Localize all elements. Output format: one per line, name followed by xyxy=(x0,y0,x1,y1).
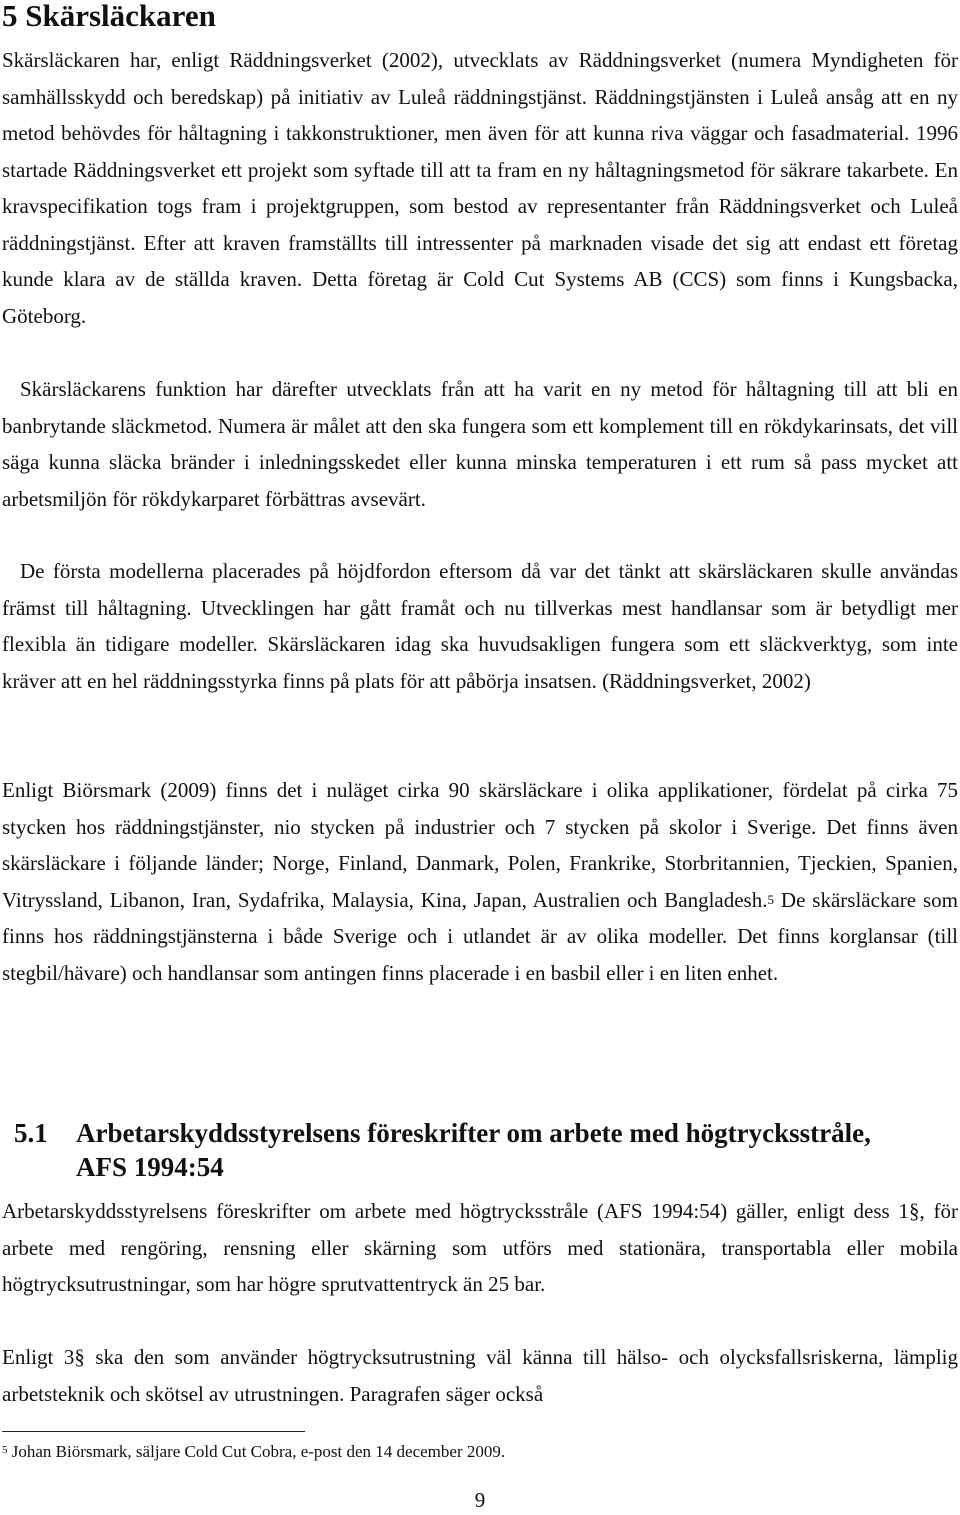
paragraph-2: Skärsläckarens funktion har därefter utvecklats från att ha varit en ny metod för håltagning till att bli en banbrytande släckmetod. Numera är målet att den ska fungera som ett komplement till en rökdykarinsats, det vill säga kunna släcka bränder i inledningsskedet eller kunna minska temperaturen i ett rum så pass mycket att arbetsmiljön för rökdykarparet förbättras avsevärt. xyxy=(2,377,958,511)
section-title-line2: AFS 1994:54 xyxy=(76,1152,224,1182)
section-heading xyxy=(2,1116,958,1184)
footnote-text: Johan Biörsmark, säljare Cold Cut Cobra, e-post den 14 december 2009. xyxy=(11,1442,506,1461)
paragraph-1: Skärsläckaren har, enligt Räddningsverket (2002), utvecklats av Räddningsverket (numera Myndigheten för samhällsskydd och beredskap) på initiativ av Luleå räddningstjänst. Räddningstjänsten i Luleå ansåg att en ny metod behövdes för håltagning i takkonstruktioner, men även för att kunna riva väggar och fasadmaterial. 1996 startade Räddningsverket ett projekt som syftade till att ta fram en ny håltagningsmetod för säkrare takarbete. En kravspecifikation togs fram i projektgruppen, som bestod av representanter från Räddningsverket och Luleå räddningstjänst. Efter att kraven framställts till intressenter på marknaden visade det sig att endast ett företag kunde klara av de ställda kraven. Detta företag är Cold Cut Systems AB (CCS) som finns i Kungsbacka, Göteborg. xyxy=(2,48,958,328)
chapter-title: Skärsläckaren xyxy=(25,0,216,33)
paragraph-4-text-b: De skärsläckare som finns hos räddningstjänsterna i både Sverige och i utlandet är av olika modeller. Det finns korglansar (till stegbil/hävare) och handlansar som antingen finns placerade i en basbil eller i en liten enhet. xyxy=(2,887,958,985)
paragraph-6: Enligt 3§ ska den som använder högtrycksutrustning väl känna till hälso- och olycksfallsriskerna, lämplig arbetsteknik och skötsel av utrustningen. Paragrafen säger också xyxy=(2,1345,958,1406)
footnote xyxy=(2,1440,505,1464)
chapter-heading xyxy=(2,0,216,36)
paragraph-5: Arbetarskyddsstyrelsens föreskrifter om arbete med högtrycksstråle (AFS 1994:54) gäller, enligt dess 1§, för arbete med rengöring, rensning eller skärning som utförs med stationära, transportabla eller mobila högtrycksutrustningar, som har högre sprutvattentryck än 25 bar. xyxy=(2,1199,958,1296)
paragraph-4 xyxy=(2,772,958,991)
paragraph-4-text-a: Enligt Biörsmark (2009) finns det i nuläget cirka 90 skärsläckare i olika applikationer, fördelat på cirka 75 stycken hos räddningstjänster, nio stycken på industrier och 7 stycken på skolor i Sverige. Det finns även skärsläckare i följande länder; Norge, Finland, Danmark, Polen, Frankrike, Storbritannien, Tjeckien, Spanien, Vitryssland, Libanon, Iran, Sydafrika, Malaysia, Kina, Japan, Australien och Bangladesh. xyxy=(2,778,958,912)
footnote-marker: 5 xyxy=(2,1444,8,1456)
section-title-line1: Arbetarskyddsstyrelsens föreskrifter om arbete med högtrycksstråle, xyxy=(76,1118,871,1148)
page-number: 9 xyxy=(474,1488,486,1512)
paragraph-3: De första modellerna placerades på höjdfordon eftersom då var det tänkt att skärsläckaren skulle användas främst till håltagning. Utvecklingen har gått framåt och nu tillverkas mest handlansar som är betydligt mer flexibla än tidigare modeller. Skärsläckaren idag ska huvudsakligen fungera som ett släckverktyg, som inte kräver att en hel räddningsstyrka finns på plats för att påbörja insatsen. (Räddningsverket, 2002) xyxy=(2,559,958,693)
section-number: 5.1 xyxy=(14,1118,48,1148)
footnote-divider xyxy=(2,1431,305,1432)
chapter-number: 5 xyxy=(2,0,18,33)
footnote-reference: 5 xyxy=(767,891,774,907)
